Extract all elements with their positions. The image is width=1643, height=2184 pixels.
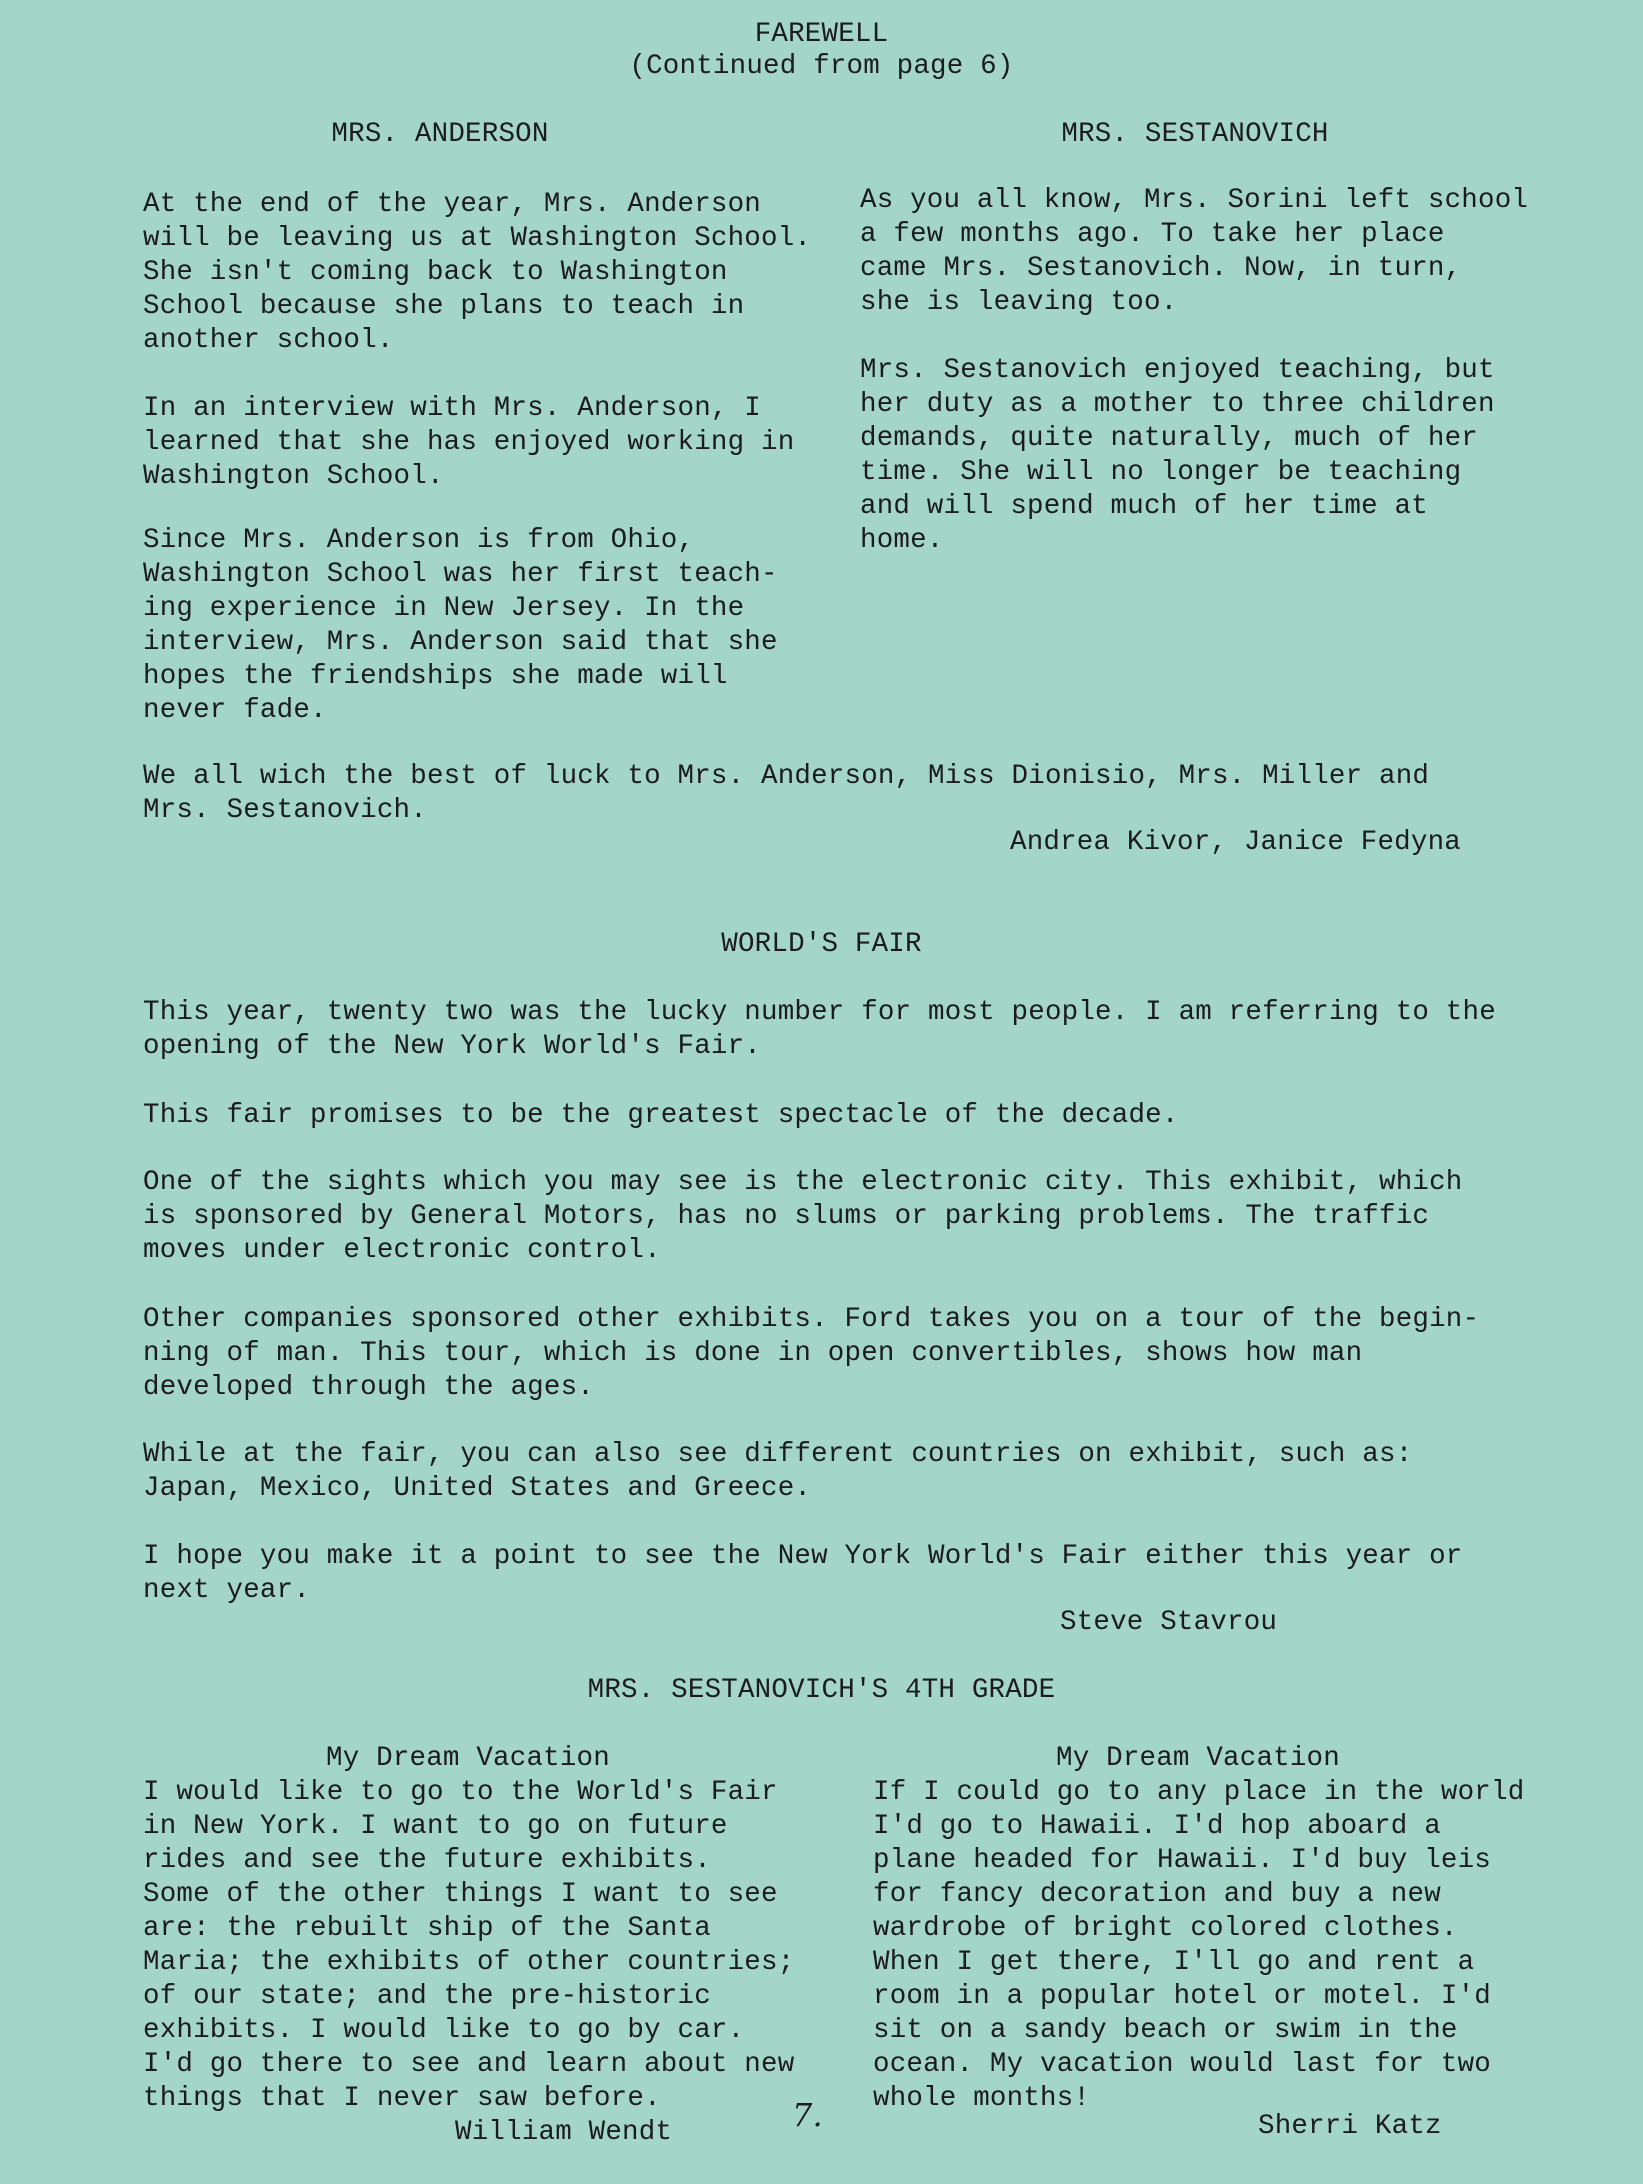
- worlds-fair-paragraph-6: I hope you make it a point to see the New York World's Fair either this year or next year.: [143, 1541, 1463, 1606]
- worlds-fair-heading: WORLD'S FAIR: [721, 929, 922, 960]
- page-title: FAREWELL: [754, 19, 889, 50]
- worlds-fair-paragraph-3: One of the sights which you may see is the electronic city. This exhibit, which is sponsored by General Motors, has no slums or parking problems. The traffic moves under electronic control.: [143, 1167, 1463, 1266]
- sestanovich-paragraph-2: Mrs. Sestanovich enjoyed teaching, but her duty as a mother to three children demands, quite naturally, much of her time. She will no longer be teaching and will spend much of her time at home.: [860, 355, 1495, 556]
- sestanovich-heading: MRS. SESTANOVICH: [1061, 119, 1329, 150]
- farewell-closing: We all wich the best of luck to Mrs. Anderson, Miss Dionisio, Mrs. Miller and Mrs. Sestanovich.: [143, 761, 1430, 826]
- anderson-heading: MRS. ANDERSON: [331, 119, 549, 150]
- anderson-paragraph-1: At the end of the year, Mrs. Anderson will be leaving us at Washington School. She isn't coming back to Washington School because she plans to teach in another school.: [143, 189, 812, 356]
- worlds-fair-paragraph-5: While at the fair, you can also see different countries on exhibit, such as: Japan, Mexico, United States and Greece.: [143, 1439, 1413, 1504]
- anderson-paragraph-3: Since Mrs. Anderson is from Ohio, Washington School was her first teach- ing experience in New Jersey. In the interview, Mrs. Anderson said that she hopes the friendships she made will never fade.: [143, 525, 778, 726]
- right-essay-title: My Dream Vacation: [1056, 1743, 1340, 1774]
- page-number: 7.: [792, 2096, 823, 2134]
- right-essay-author: Sherri Katz: [1258, 2111, 1442, 2142]
- continued-note: (Continued from page 6): [629, 51, 1014, 82]
- left-essay-author: William Wendt: [455, 2117, 673, 2148]
- right-essay-body: If I could go to any place in the world I'd go to Hawaii. I'd hop aboard a plane headed for Hawaii. I'd buy leis for fancy decoration and buy a new wardrobe of bright colored clothes. When I get there, I'll go and rent a room in a popular hotel or motel. I'd sit on a sandy beach or swim in the ocean. My vacation would last for two whole months!: [873, 1777, 1525, 2114]
- farewell-authors: Andrea Kivor, Janice Fedyna: [1010, 827, 1461, 858]
- worlds-fair-paragraph-4: Other companies sponsored other exhibits. Ford takes you on a tour of the begin- ning of man. This tour, which is done in open convertibles, shows how man developed through the ages.: [143, 1304, 1480, 1403]
- left-essay-title: My Dream Vacation: [326, 1743, 610, 1774]
- worlds-fair-author: Steve Stavrou: [1060, 1607, 1278, 1638]
- worlds-fair-paragraph-1: This year, twenty two was the lucky number for most people. I am referring to the opening of the New York World's Fair.: [143, 997, 1496, 1062]
- worlds-fair-paragraph-2: This fair promises to be the greatest spectacle of the decade.: [143, 1100, 1179, 1131]
- left-essay-body: I would like to go to the World's Fair in New York. I want to go on future rides and see the future exhibits. Some of the other things I want to see are: the rebuilt ship of the Santa Maria; the exhibits of other countries; of our state; and the pre-historic exhibits. I would like to go by car. I'd go there to see and learn about new things that I never saw before.: [143, 1777, 795, 2114]
- fourth-grade-heading: MRS. SESTANOVICH'S 4TH GRADE: [587, 1675, 1056, 1706]
- anderson-paragraph-2: In an interview with Mrs. Anderson, I learned that she has enjoyed working in Washington School.: [143, 393, 795, 492]
- sestanovich-paragraph-1: As you all know, Mrs. Sorini left school a few months ago. To take her place came Mrs. Sestanovich. Now, in turn, she is leaving too.: [860, 185, 1529, 318]
